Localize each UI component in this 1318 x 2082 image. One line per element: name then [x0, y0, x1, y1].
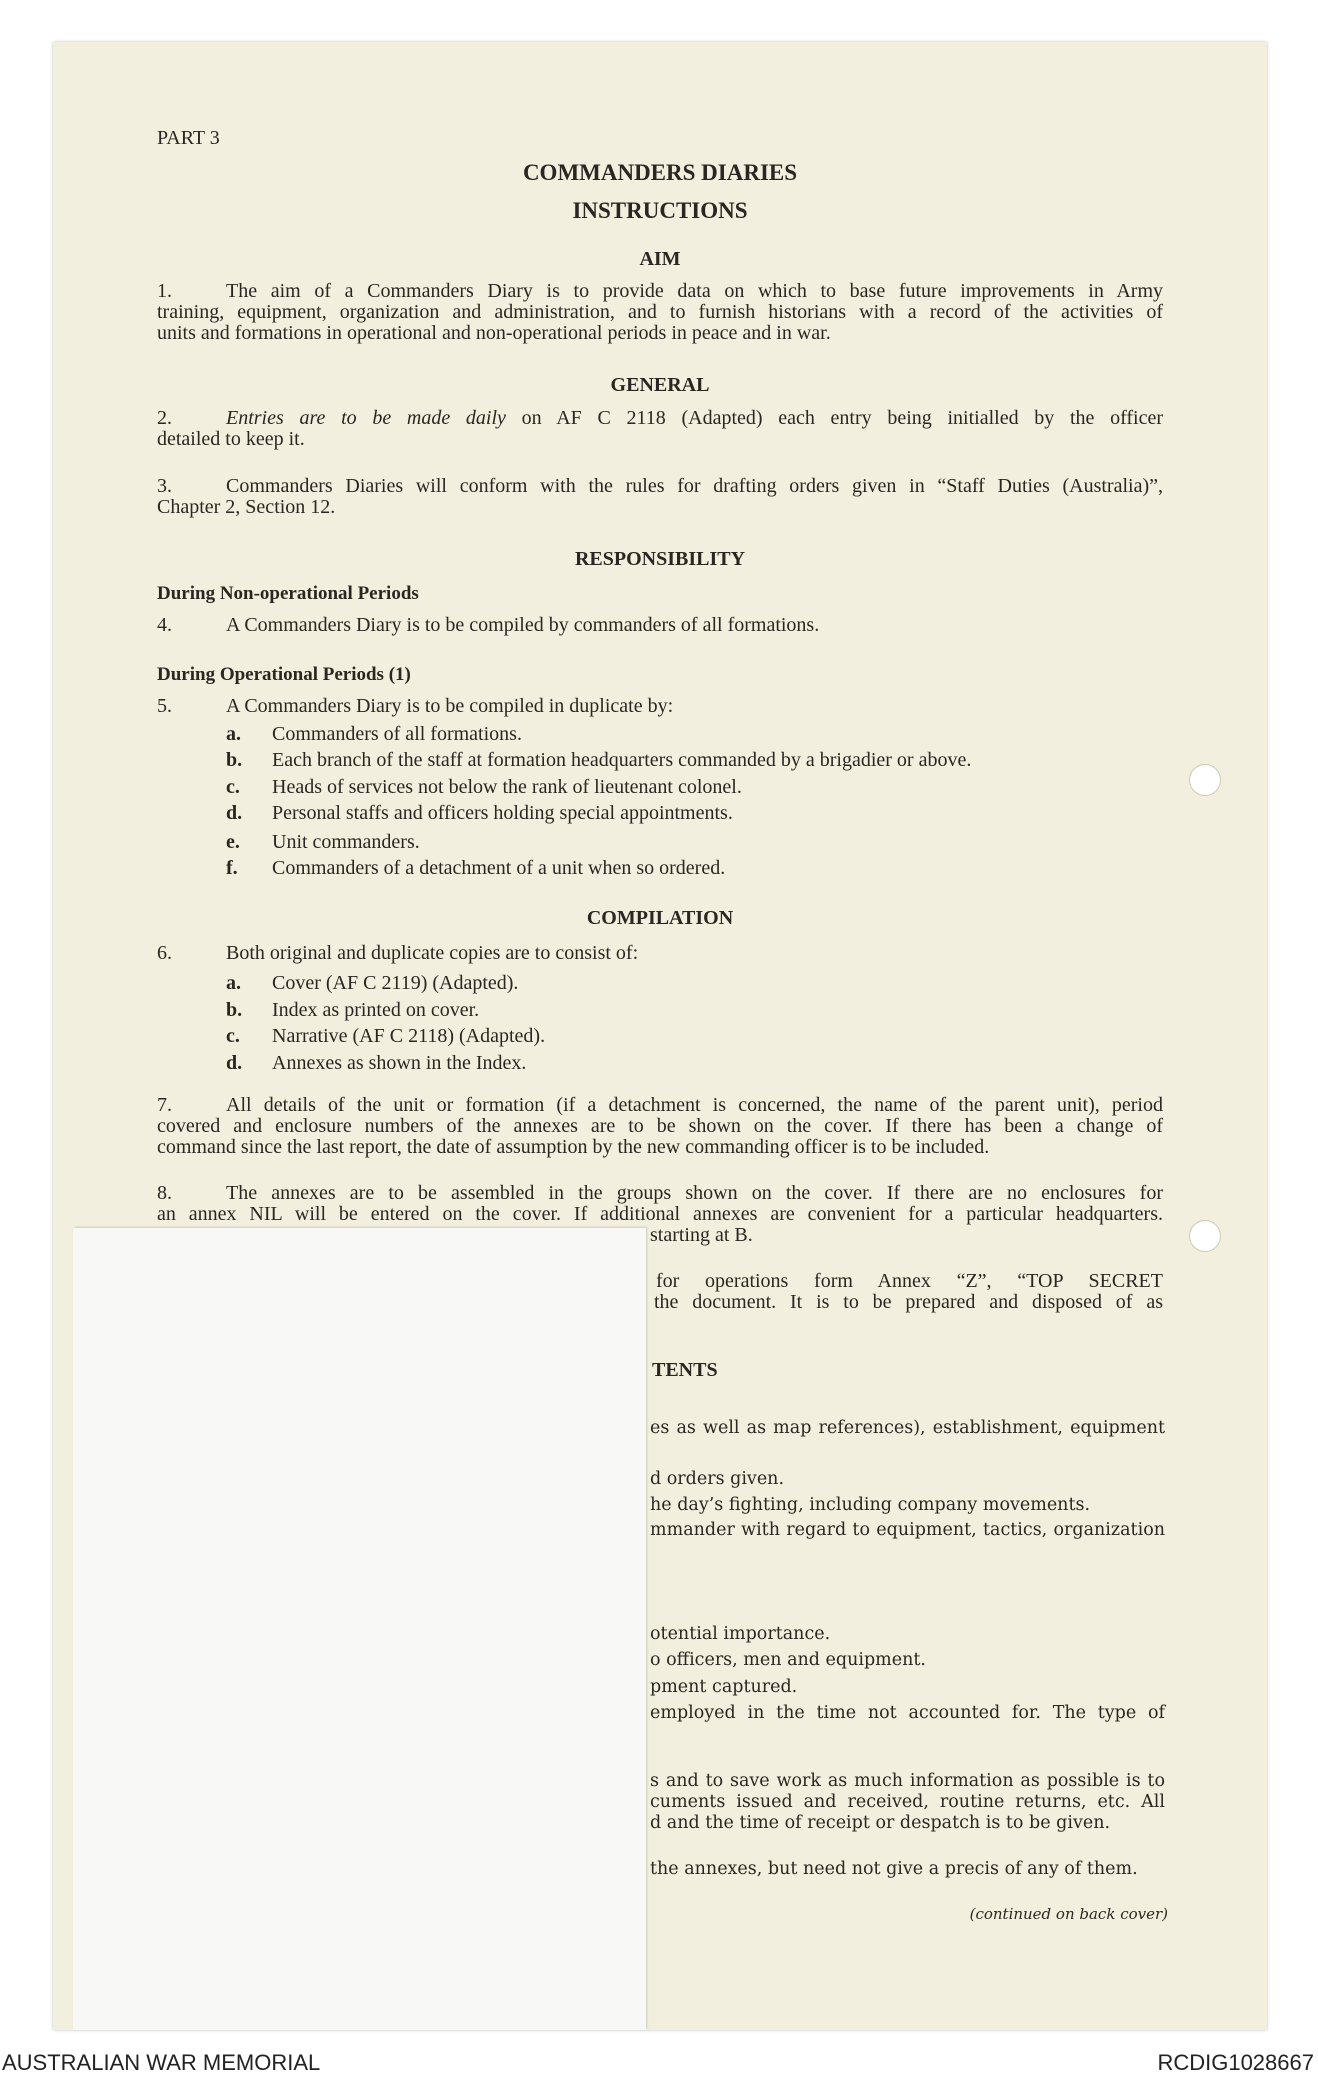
continued-note: (continued on back cover) [969, 1905, 1168, 1923]
partial-line: es as well as map references), establishment, equipment [650, 1418, 1165, 1438]
paragraph-8 [157, 1183, 1163, 1204]
list-item [226, 776, 742, 799]
partial-line: o officers, men and equipment. [650, 1650, 926, 1670]
paragraph-6 [157, 943, 638, 964]
list-text: Cover (AF C 2119) (Adapted). [272, 972, 519, 994]
partial-line: the annexes, but need not give a precis of any of them. [650, 1859, 1138, 1879]
list-item [226, 1052, 526, 1075]
line: The aim of a Commanders Diary is to provide data on which to base future improvements in Army [226, 280, 1163, 302]
paragraph-number: 3. [157, 475, 172, 497]
partial-line: mmander with regard to equipment, tactics, organization [650, 1520, 1165, 1540]
paragraph-number: 8. [157, 1182, 172, 1204]
paragraph-5 [157, 696, 673, 717]
list-letter: d. [226, 1052, 243, 1074]
line: Commanders Diaries will conform with the rules for drafting orders given in “Staff Duties (Australia)”, [226, 475, 1163, 497]
document-subtitle: INSTRUCTIONS [572, 198, 748, 223]
paragraph-number: 4. [157, 614, 172, 636]
paragraph-number: 6. [157, 942, 172, 964]
list-text: Index as printed on cover. [272, 999, 480, 1021]
punch-hole [1189, 1220, 1221, 1252]
paragraph-1-line: units and formations in operational and non-operational periods in peace and in war. [157, 322, 831, 344]
list-item [226, 723, 522, 746]
partial-line: he day’s fighting, including company movements. [650, 1495, 1091, 1515]
paragraph-number: 1. [157, 280, 172, 302]
list-text: Commanders of a detachment of a unit when so ordered. [272, 857, 726, 879]
part-label: PART 3 [157, 127, 220, 149]
paragraph-8-line: an annex NIL will be entered on the cover. If additional annexes are convenient for a particular headquarters. [157, 1203, 1163, 1225]
partial-line: d and the time of receipt or despatch is to be given. [650, 1813, 1111, 1833]
partial-line: s and to save work as much information as possible is to [650, 1771, 1165, 1791]
list-text: Commanders of all formations. [272, 723, 522, 745]
line: All details of the unit or formation (if a detachment is concerned, the name of the parent unit), period [226, 1094, 1163, 1116]
line: A Commanders Diary is to be compiled by commanders of all formations. [226, 614, 820, 636]
section-heading-responsibility: RESPONSIBILITY [574, 548, 746, 570]
partial-line: otential importance. [650, 1624, 831, 1644]
list-item [226, 1025, 545, 1048]
partial-line: pment captured. [650, 1677, 798, 1697]
paragraph-1-line: training, equipment, organization and administration, and to furnish historians with a record of the activities of [157, 301, 1163, 323]
paragraph-number: 7. [157, 1094, 172, 1116]
paragraph-2-line: detailed to keep it. [157, 428, 305, 450]
list-text: Unit commanders. [272, 831, 420, 853]
paragraph-3-line: Chapter 2, Section 12. [157, 496, 336, 518]
list-item [226, 749, 971, 772]
list-letter: c. [226, 776, 240, 798]
line: Both original and duplicate copies are to consist of: [226, 942, 639, 964]
partial-line: cuments issued and received, routine returns, etc. All [650, 1792, 1165, 1812]
list-letter: a. [226, 723, 241, 745]
list-letter: a. [226, 972, 241, 994]
partial-line: starting at B. [650, 1224, 753, 1246]
list-text: Heads of services not below the rank of lieutenant colonel. [272, 776, 742, 798]
line: on AF C 2118 (Adapted) each entry being initialled by the officer [521, 407, 1164, 429]
list-letter: b. [226, 749, 243, 771]
subheading-operational: During Operational Periods (1) [157, 664, 411, 685]
paragraph-3 [157, 476, 1163, 497]
list-item [226, 831, 420, 854]
list-letter: e. [226, 831, 240, 853]
partial-line: d orders given. [650, 1469, 785, 1489]
paragraph-7-line: covered and enclosure numbers of the annexes are to be shown on the cover. If there has been a change of [157, 1115, 1163, 1137]
paragraph-1 [157, 281, 1163, 302]
line: The annexes are to be assembled in the groups shown on the cover. If there are no enclosures for [226, 1182, 1163, 1204]
partial-line: for operations form Annex “Z”, “TOP SECRET [656, 1270, 1163, 1292]
paragraph-4 [157, 615, 819, 636]
footer-record-id: RCDIG1028667 [1157, 2050, 1314, 2075]
list-item [226, 802, 733, 825]
document-title: COMMANDERS DIARIES [522, 160, 798, 185]
paragraph-7-line: command since the last report, the date of assumption by the new commanding officer is to be included. [157, 1136, 990, 1158]
paragraph-2 [157, 408, 1163, 429]
section-heading-aim: AIM [639, 248, 681, 270]
paragraph-number: 2. [157, 407, 172, 429]
list-letter: d. [226, 802, 243, 824]
list-item [226, 857, 725, 880]
list-item [226, 999, 479, 1022]
paragraph-7 [157, 1095, 1163, 1116]
footer-institution: AUSTRALIAN WAR MEMORIAL [2, 2050, 321, 2075]
list-letter: c. [226, 1025, 240, 1047]
partial-line: the document. It is to be prepared and disposed of as [654, 1291, 1163, 1313]
list-text: Annexes as shown in the Index. [272, 1052, 527, 1074]
list-text: Each branch of the staff at formation headquarters commanded by a brigadier or above. [272, 749, 972, 771]
line: A Commanders Diary is to be compiled in duplicate by: [226, 695, 674, 717]
section-heading-contents-partial: TENTS [652, 1359, 718, 1381]
subheading-non-operational: During Non-operational Periods [157, 583, 419, 604]
section-heading-general: GENERAL [610, 374, 710, 396]
list-letter: f. [226, 857, 238, 879]
list-text: Narrative (AF C 2118) (Adapted). [272, 1025, 546, 1047]
punch-hole [1189, 764, 1221, 796]
emphasis: Entries are to be made daily [226, 407, 506, 429]
list-text: Personal staffs and officers holding special appointments. [272, 802, 733, 824]
paragraph-number: 5. [157, 695, 172, 717]
covering-paper [73, 1228, 646, 2030]
section-heading-compilation: COMPILATION [586, 907, 734, 929]
list-letter: b. [226, 999, 243, 1021]
list-item [226, 972, 518, 995]
partial-line: employed in the time not accounted for. The type of [650, 1703, 1165, 1723]
